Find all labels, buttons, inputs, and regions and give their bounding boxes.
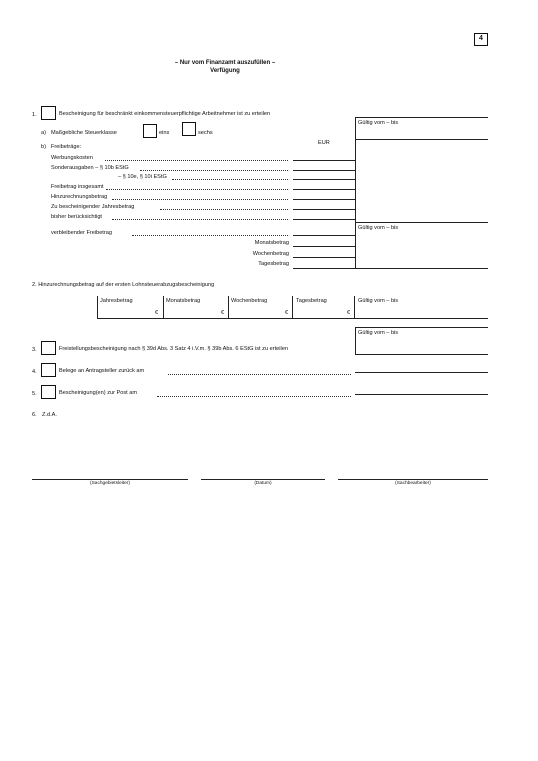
dots-r5 [112, 199, 288, 200]
field-r4[interactable] [293, 189, 355, 190]
dots-r6 [160, 209, 288, 210]
s5-dots [157, 396, 351, 397]
steuerklasse-eins-checkbox[interactable] [143, 124, 157, 138]
section1-checkbox[interactable] [41, 106, 56, 120]
section4-checkbox[interactable] [41, 363, 56, 377]
s1a-letter: a) [41, 130, 46, 136]
row-sonderausgaben: Sonderausgaben – § 10b EStG [51, 165, 129, 171]
s2-v1 [163, 296, 164, 318]
sig-sachbearbeiter: (Sachbearbeiter) [395, 481, 431, 486]
row-freibetrag-insgesamt: Freibetrag insgesamt [51, 184, 104, 190]
s1-valid-label: Gültig vom – bis [358, 120, 399, 126]
section1-number: 1. [32, 112, 37, 118]
s1-mid-rule [355, 139, 488, 140]
s2-v4 [354, 296, 355, 318]
row-hinzurechnung: Hinzurechnungsbetrag [51, 194, 108, 200]
field-monatsbetrag[interactable] [293, 246, 355, 247]
s1a-label: Maßgebliche Steuerklasse [51, 130, 117, 136]
tagesbetrag-label: Tagesbetrag [258, 261, 289, 267]
row-bisher: bisher berücksichtigt [51, 214, 102, 220]
field-wochenbetrag[interactable] [293, 257, 355, 258]
field-r5[interactable] [293, 199, 355, 200]
field-r7[interactable] [293, 219, 355, 220]
s3-top-rule [355, 327, 488, 328]
field-r8[interactable] [293, 235, 355, 236]
section5-label: Bescheinigung(en) zur Post am [59, 390, 138, 396]
s4-dots [168, 374, 351, 375]
s2-euro-2: € [221, 310, 225, 316]
s1b-letter: b) [41, 144, 46, 150]
s3-field[interactable] [355, 354, 488, 355]
row-verbleibend: verbleibender Freibetrag [51, 230, 112, 236]
sig-sachgebietsleiter: (Sachgebietsleiter) [90, 481, 130, 486]
sig-line-1[interactable] [32, 479, 188, 480]
section4-label: Belege an Antragsteller zurück am [59, 368, 145, 374]
section3-label: Freistellungsbescheinigung nach § 39d Abs. 3 Satz 4 i.V.m. § 39b Abs. 6 EStG ist zu erteilen [59, 346, 288, 352]
s2-col-tagesbetrag: Tagesbetrag [296, 298, 327, 304]
steuerklasse-sechs-label: sechs [198, 130, 213, 136]
monatsbetrag-label: Monatsbetrag [254, 240, 289, 246]
dots-r8 [132, 235, 288, 236]
field-r3[interactable] [293, 179, 355, 180]
dots-r3 [172, 179, 288, 180]
s2-col-gueltig: Gültig vom – bis [358, 298, 399, 304]
field-tagesbetrag[interactable] [293, 268, 488, 269]
section3-checkbox[interactable] [41, 341, 56, 355]
s2-euro-1: € [155, 310, 159, 316]
section4-number: 4. [32, 369, 37, 375]
sig-datum: (Datum) [254, 481, 272, 486]
section6-label: Z.d.A. [42, 412, 57, 418]
form-subtitle: Verfügung [210, 68, 240, 74]
s3-valid-label: Gültig vom – bis [358, 330, 399, 336]
page-number: 4 [479, 35, 483, 42]
s2-euro-3: € [285, 310, 289, 316]
section1-label: Bescheinigung für beschränkt einkommensteuerpflichtige Arbeitnehmer ist zu erteilen [59, 111, 271, 117]
s4-field[interactable] [355, 372, 488, 373]
section2-label: 2. Hinzurechnungsbetrag auf der ersten Lohnsteuerabzugsbescheinigung [32, 282, 215, 288]
dots-r2 [140, 170, 288, 171]
s2-col-wochenbetrag: Wochenbetrag [231, 298, 268, 304]
steuerklasse-sechs-checkbox[interactable] [182, 122, 196, 136]
steuerklasse-eins-label: eins [159, 130, 170, 136]
s1b-label: Freibeträge: [51, 144, 82, 150]
dots-r7 [112, 219, 288, 220]
s2-col-jahresbetrag: Jahresbetrag [100, 298, 133, 304]
dots-r1 [105, 160, 288, 161]
field-r2[interactable] [293, 170, 355, 171]
eur-label: EUR [318, 140, 330, 146]
row-jahresbetrag: Zu bescheinigender Jahresbetrag [51, 204, 135, 210]
s2-col-monatsbetrag: Monatsbetrag [166, 298, 201, 304]
s3-vline [355, 327, 356, 354]
form-title: – Nur vom Finanzamt auszufüllen – [174, 60, 276, 66]
row-werbungskosten: Werbungskosten [51, 155, 93, 161]
s1-valid-label2: Gültig vom – bis [358, 225, 399, 231]
s5-field[interactable] [355, 394, 488, 395]
section3-number: 3. [32, 347, 37, 353]
s1-valid2-rule [355, 222, 488, 223]
s2-v3 [292, 296, 293, 318]
s2-v0 [97, 296, 98, 318]
section5-number: 5. [32, 391, 37, 397]
field-r6[interactable] [293, 209, 355, 210]
s2-euro-4: € [347, 310, 351, 316]
s2-bottom [97, 318, 488, 319]
section6-number: 6. [32, 412, 37, 418]
sig-line-2[interactable] [201, 479, 325, 480]
dots-r4 [106, 189, 288, 190]
row-10e: – § 10e, § 10i EStG [118, 174, 167, 180]
field-r1[interactable] [293, 160, 355, 161]
s1-top-rule [355, 117, 488, 118]
sig-line-3[interactable] [338, 479, 488, 480]
s2-v2 [228, 296, 229, 318]
section5-checkbox[interactable] [41, 385, 56, 399]
wochenbetrag-label: Wochenbetrag [252, 251, 289, 257]
